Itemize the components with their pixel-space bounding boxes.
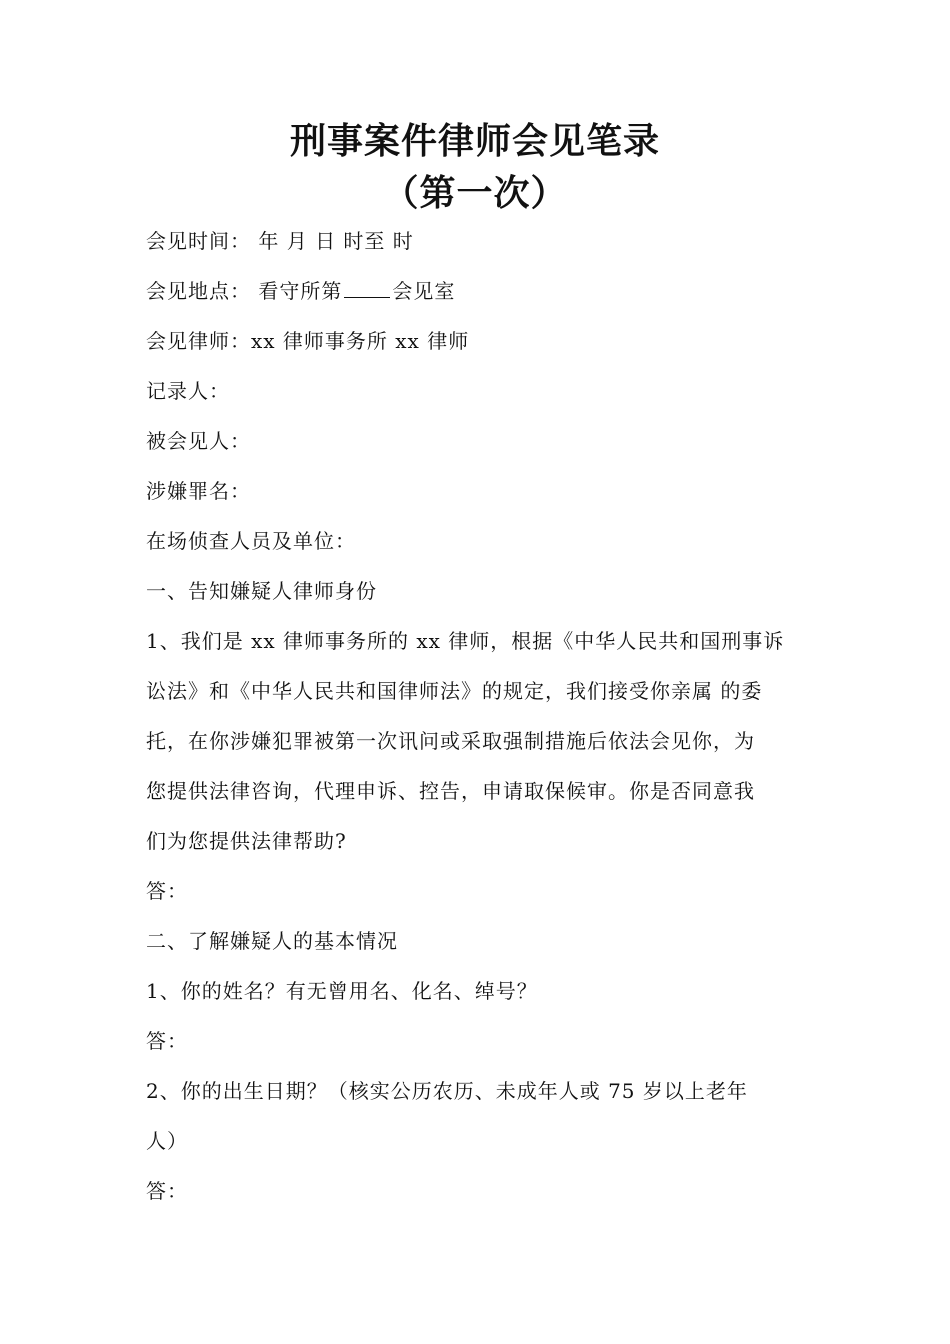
section2-q2-line: 人）	[146, 1129, 188, 1153]
lawyer-line: 会见律师：xx 律师事务所 xx 律师	[146, 329, 470, 353]
section2-q1-line: 1、你的姓名？有无曾用名、化名、绰号？	[146, 979, 538, 1003]
answer-label: 答：	[146, 1179, 188, 1203]
document-subtitle: （第一次）	[382, 173, 568, 214]
charge-line: 涉嫌罪名：	[146, 479, 251, 503]
meeting-time-line: 会见时间： 年 月 日 时至 时	[146, 229, 414, 253]
investigators-line: 在场侦查人员及单位：	[146, 529, 356, 553]
section1-q1-line: 们为您提供法律帮助?	[146, 829, 347, 853]
section1-heading: 一、告知嫌疑人律师身份	[146, 579, 377, 603]
section1-q1-line: 1、我们是 xx 律师事务所的 xx 律师，根据《中华人民共和国刑事诉	[146, 629, 785, 653]
section1-q1-line: 您提供法律咨询，代理申诉、控告，申请取保候审。你是否同意我	[146, 779, 755, 803]
section1-q1-line: 讼法》和《中华人民共和国律师法》的规定，我们接受你亲属 的委	[146, 679, 763, 703]
answer-label: 答：	[146, 879, 188, 903]
answer-label: 答：	[146, 1029, 188, 1053]
document-title: 刑事案件律师会见笔录	[289, 121, 660, 162]
recorder-line: 记录人：	[146, 379, 230, 403]
interviewee-line: 被会见人：	[146, 429, 251, 453]
room-number-blank	[344, 277, 390, 298]
section1-q1-line: 托，在你涉嫌犯罪被第一次讯问或采取强制措施后依法会见你，为	[146, 729, 755, 753]
meeting-place-suffix: 会见室	[392, 279, 456, 303]
meeting-place-line	[146, 276, 811, 306]
section2-heading: 二、了解嫌疑人的基本情况	[146, 929, 398, 953]
meeting-place-prefix: 会见地点： 看守所第	[146, 279, 343, 303]
section2-q2-line: 2、你的出生日期？（核实公历农历、未成年人或 75 岁以上老年	[146, 1079, 748, 1103]
